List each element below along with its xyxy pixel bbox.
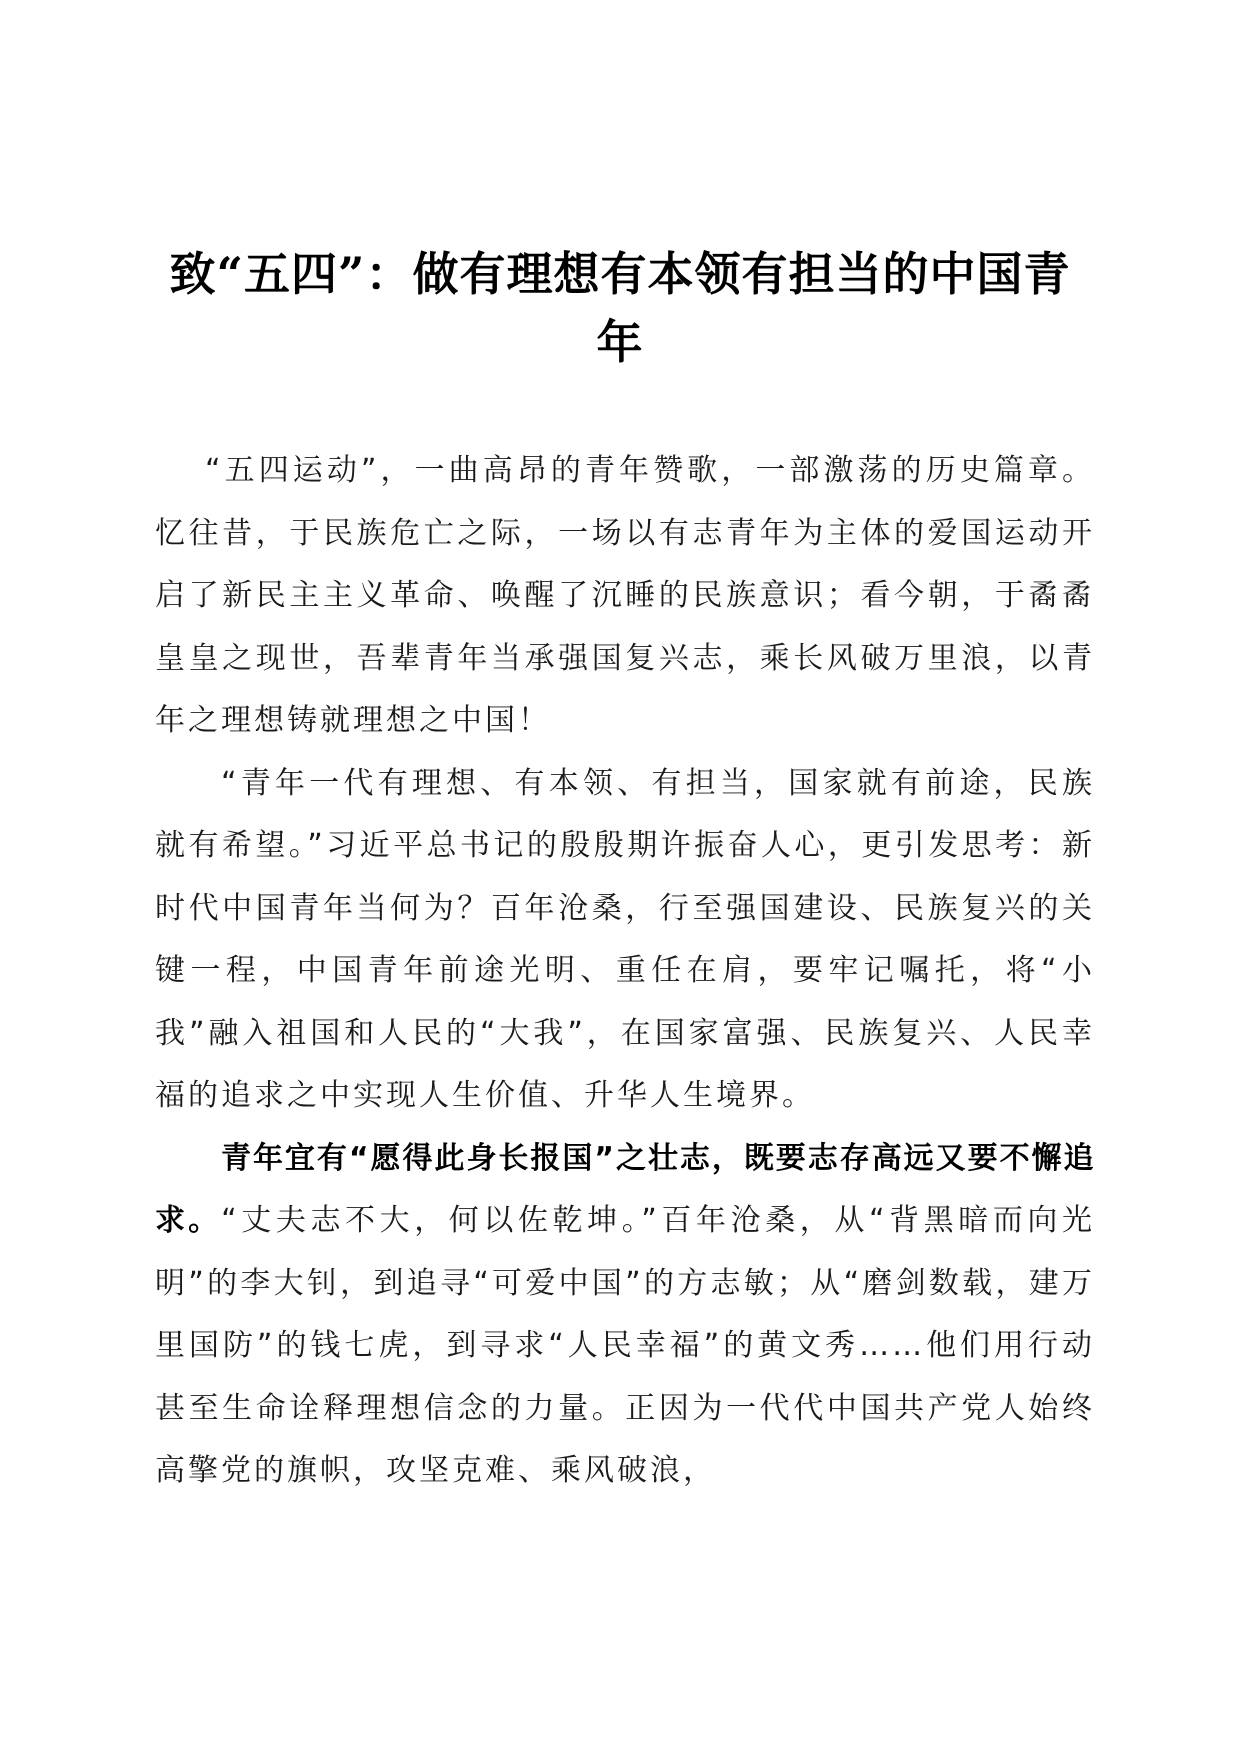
paragraph-3-lead: 青年宜有“愿得此身长报国”之壮志，既要志存高远又要不懈追求。 <box>155 1140 1095 1238</box>
paragraph-1 <box>155 440 1095 753</box>
document-body <box>155 440 1095 1503</box>
paragraph-2-text: “青年一代有理想、有本领、有担当，国家就有前途，民族就有希望。”习近平总书记的殷殷期许振奋人心，更引发思考：新时代中国青年当何为？百年沧桑，行至强国建设、民族复兴的关键一程，中国青年前途光明、重任在肩，要牢记嘱托，将“小我”融入祖国和人民的“大我”，在国家富强、民族复兴、人民幸福的追求之中实现人生价值、升华人生境界。 <box>155 765 1095 1113</box>
paragraph-1-text: “五四运动”，一曲高昂的青年赞歌，一部激荡的历史篇章。忆往昔，于民族危亡之际，一场以有志青年为主体的爱国运动开启了新民主主义革命、唤醒了沉睡的民族意识；看今朝，于矞矞皇皇之现世，吾辈青年当承强国复兴志，乘长风破万里浪，以青年之理想铸就理想之中国！ <box>155 453 1095 738</box>
paragraph-3-text: “丈夫志不大，何以佐乾坤。”百年沧桑，从“背黑暗而向光明”的李大钊，到追寻“可爱中国”的方志敏；从“磨剑数载，建万里国防”的钱七虎，到寻求“人民幸福”的黄文秀……他们用行动甚至生命诠释理想信念的力量。正因为一代代中国共产党人始终高擎党的旗帜，攻坚克难、乘风破浪， <box>155 1203 1095 1488</box>
paragraph-2 <box>155 753 1095 1128</box>
paragraph-3 <box>155 1128 1095 1503</box>
document-title: 致“五四”：做有理想有本领有担当的中国青年 <box>169 247 1071 369</box>
